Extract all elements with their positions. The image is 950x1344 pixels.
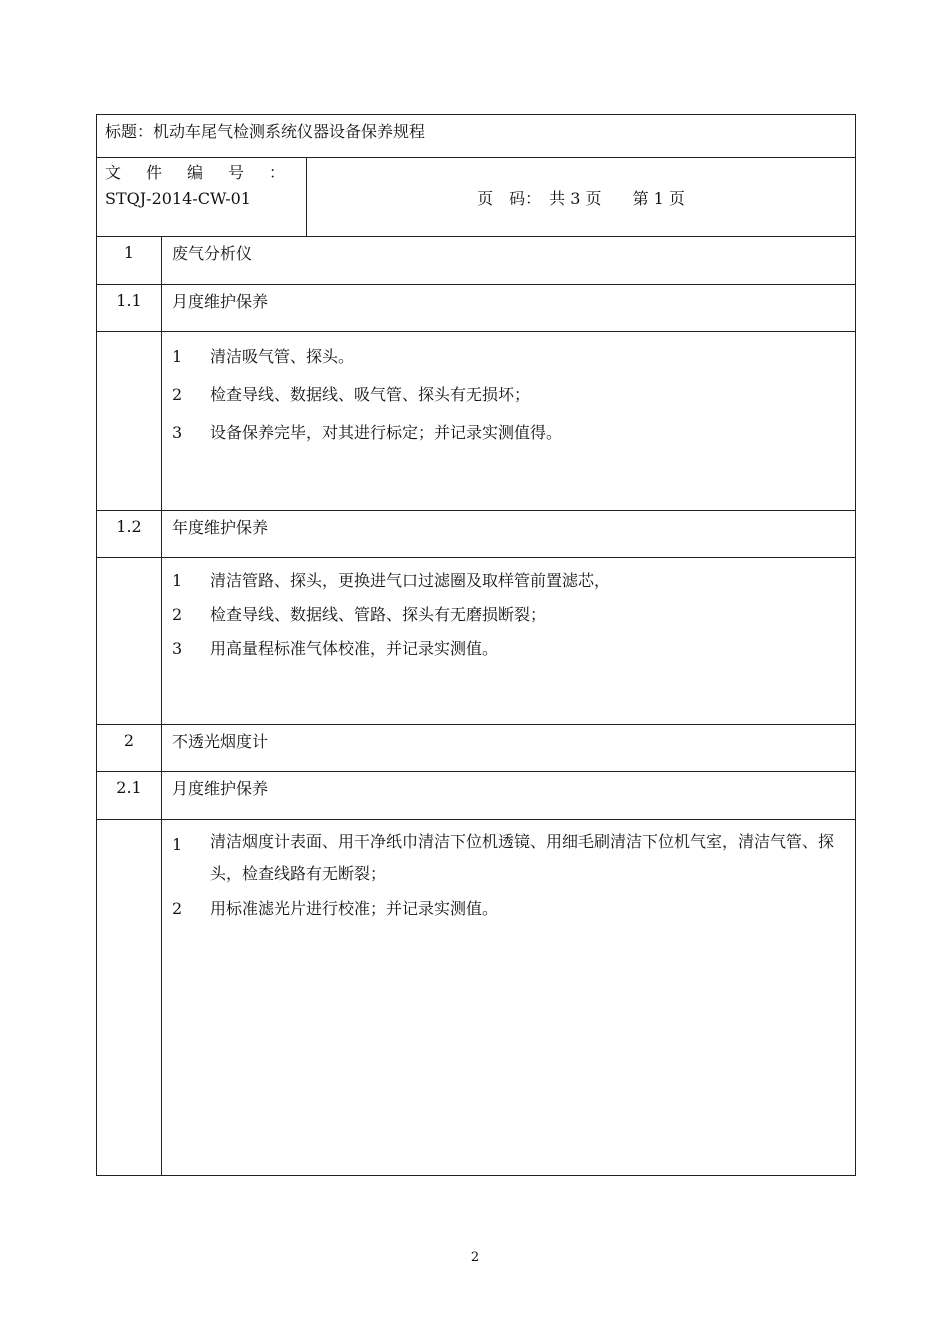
list-item: 1 清洁吸气管、探头。 bbox=[172, 347, 355, 366]
empty-number-cell bbox=[97, 332, 162, 511]
subsection-title: 月度维护保养 bbox=[162, 285, 856, 332]
list-item: 3 设备保养完毕，对其进行标定；并记录实测值得。 bbox=[172, 423, 563, 442]
list-item: 1 清洁烟度计表面、用干净纸巾清洁下位机透镜、用细毛刷清洁下位机气室，清洁气管、探头，检查线路有无断裂； bbox=[172, 832, 835, 883]
list-item: 2 用标准滤光片进行校准；并记录实测值。 bbox=[172, 899, 499, 918]
page-current: 第 1 页 bbox=[632, 188, 685, 208]
subsection-number: 1.1 bbox=[97, 285, 162, 332]
list-item: 2 检查导线、数据线、管路、探头有无磨损断裂； bbox=[172, 605, 547, 624]
section-title: 不透光烟度计 bbox=[162, 725, 856, 772]
section-row bbox=[97, 237, 856, 285]
subsection-row bbox=[97, 511, 856, 558]
subsection-number: 1.2 bbox=[97, 511, 162, 558]
title-cell bbox=[97, 115, 856, 158]
empty-number-cell bbox=[97, 558, 162, 725]
section-title: 废气分析仪 bbox=[162, 237, 856, 285]
page-info-cell bbox=[307, 158, 856, 237]
subsection-title: 月度维护保养 bbox=[162, 772, 856, 820]
subsection-title: 年度维护保养 bbox=[162, 511, 856, 558]
page-total: 共 3 页 bbox=[549, 188, 602, 208]
doc-number-cell bbox=[97, 158, 307, 237]
items-cell bbox=[162, 820, 856, 1176]
section-number: 1 bbox=[97, 237, 162, 285]
page-number: 2 bbox=[470, 1250, 480, 1265]
subsection-number: 2.1 bbox=[97, 772, 162, 820]
items-row bbox=[97, 558, 856, 725]
doc-number-label: 文 件 编 号 ： bbox=[105, 163, 285, 182]
page-info-label: 页 码： bbox=[477, 188, 542, 208]
document-title: 机动车尾气检测系统仪器设备保养规程 bbox=[153, 122, 426, 141]
items-row bbox=[97, 332, 856, 511]
empty-number-cell bbox=[97, 820, 162, 1176]
subsection-row bbox=[97, 285, 856, 332]
doc-number-row bbox=[97, 158, 856, 237]
items-cell bbox=[162, 332, 856, 511]
list-item: 2 检查导线、数据线、吸气管、探头有无损坏； bbox=[172, 385, 531, 404]
section-number: 2 bbox=[97, 725, 162, 772]
list-item: 1 清洁管路、探头，更换进气口过滤圈及取样管前置滤芯， bbox=[172, 571, 611, 590]
title-row bbox=[97, 115, 856, 158]
items-cell bbox=[162, 558, 856, 725]
items-row bbox=[97, 820, 856, 1176]
section-row bbox=[97, 725, 856, 772]
subsection-row bbox=[97, 772, 856, 820]
list-item: 3 用高量程标准气体校准，并记录实测值。 bbox=[172, 639, 499, 658]
title-label: 标题： bbox=[105, 122, 154, 141]
doc-number: STQJ-2014-CW-01 bbox=[105, 189, 251, 208]
maintenance-procedure-table bbox=[96, 114, 856, 1176]
